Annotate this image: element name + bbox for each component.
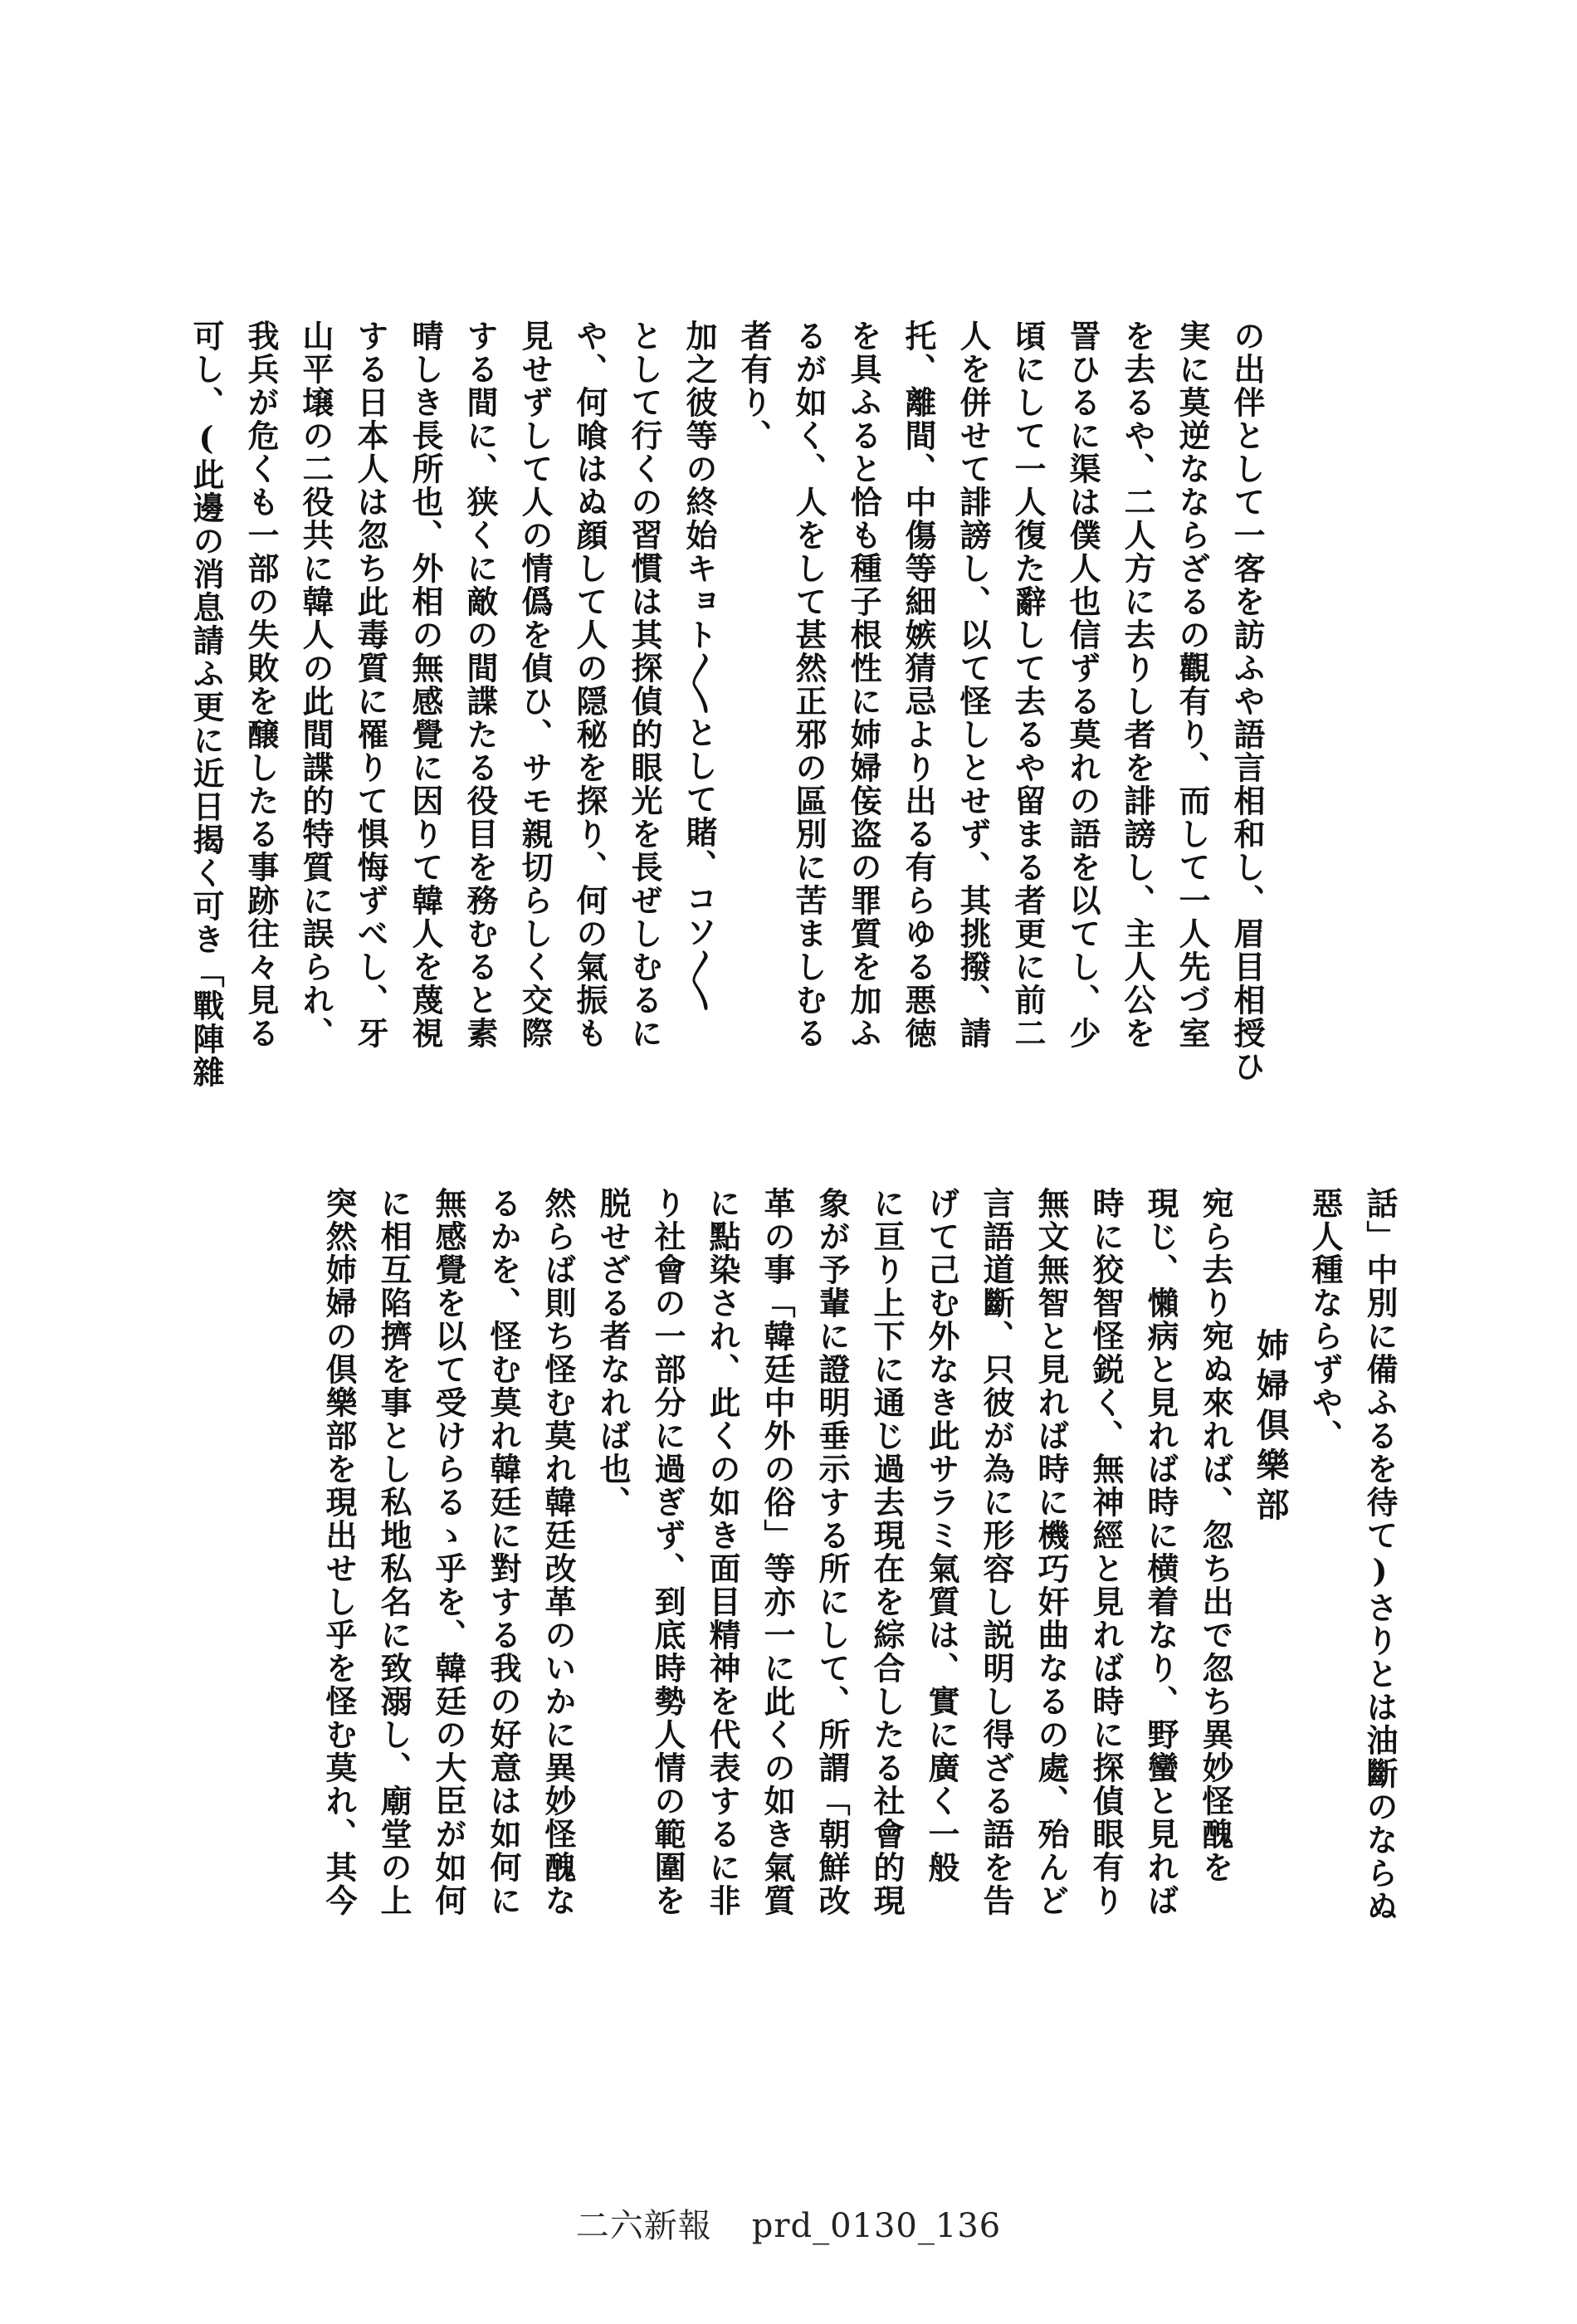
text-column: の出伴として一客を訪ふや語言相和し、眉目相授ひ: [1228, 320, 1266, 1083]
text-column: 無感覺を以て受けらるゝ乎を、韓廷の大臣が如何: [430, 1187, 467, 1917]
page-footer: [0, 2200, 1577, 2247]
text-column: るが如く、人をして甚然正邪の區別に苦ましむる: [790, 320, 828, 1050]
page-code: prd_0130_136: [751, 2207, 1002, 2245]
text-column: 人を併せて誹謗し、以て怪しとせず、其挑撥、請: [954, 320, 992, 1050]
text-column: 言語道斷、只彼が為に形容し説明し得ざる語を告: [978, 1187, 1015, 1917]
text-column: に相互陷擠を事とし私地私名に致溺し、廟堂の上: [375, 1187, 413, 1917]
text-column: する間に、狭くに敵の間諜たる役目を務むると素: [461, 320, 499, 1050]
text-column: 話」中別に備ふるを待て)さりとは油斷のならぬ: [1361, 1187, 1399, 1923]
text-column: るかを、怪む莫れ韓廷に對する我の好意は如何に: [485, 1187, 522, 1917]
text-column: 見せずして人の情僞を偵ひ、サモ親切らしく交際: [516, 320, 554, 1050]
text-column: 革の事「韓廷中外の俗」等亦一に此くの如き氣質: [759, 1187, 796, 1917]
text-column: 実に莫逆なならざるの觀有り、而して一人先づ室: [1174, 320, 1211, 1050]
text-column: 托、離間、中傷等細嫉猜忌より出る有らゆる悪徳: [900, 320, 937, 1050]
text-column: 加之彼等の終始キョト〳〵として賭、コソ〳〵: [681, 320, 718, 1013]
text-column: 突然姉婦の倶樂部を現出せし乎を怪む莫れ、其今: [320, 1187, 358, 1917]
text-column: を具ふると恰も種子根性に姉婦侫盗の罪質を加ふ: [845, 320, 882, 1050]
text-column: 現じ、懶病と見れば時に横着なり、野蠻と見れば: [1142, 1187, 1179, 1917]
text-column: 我兵が危くも一部の失敗を醸したる事跡往々見る: [242, 320, 280, 1050]
text-column: 詈ひるに渠は僕人也信ずる莫れの語を以てし、少: [1064, 320, 1101, 1050]
text-column: 宛ら去り宛ぬ來れば、忽ち出で忽ち異妙怪醜を: [1197, 1187, 1234, 1884]
text-column: や、何喰はぬ顔して人の隠秘を探り、何の氣振も: [571, 320, 608, 1050]
text-column: に點染され、此くの如き面目精神を代表するに非: [704, 1187, 741, 1917]
text-column: 象が予輩に證明垂示する所にして、所謂「朝鮮改: [813, 1187, 851, 1917]
text-column: 惡人種ならずや、: [1306, 1187, 1344, 1452]
text-column: 時に狡智怪鋭く、無神經と見れば時に探偵眼有り: [1087, 1187, 1125, 1917]
text-column: を去るや、二人方に去りし者を誹謗し、主人公を: [1119, 320, 1156, 1050]
text-column: として行くの習慣は其探偵的眼光を長ぜしむるに: [626, 320, 663, 1050]
publication-name: 二六新報: [575, 2207, 712, 2245]
text-column: げて己む外なき此サラミ氣質は、實に廣く一般: [923, 1187, 960, 1884]
text-column: 晴しき長所也、外相の無感覺に因りて韓人を蔑視: [407, 320, 444, 1050]
text-column: 然らば則ち怪む莫れ韓廷改革のいかに異妙怪醜な: [540, 1187, 577, 1917]
text-column: に亘り上下に通じ過去現在を綜合したる社會的現: [868, 1187, 906, 1917]
text-column: 脱せざる者なれば也、: [594, 1187, 632, 1519]
text-column: 無文無智と見れば時に機巧奸曲なるの處、殆んど: [1033, 1187, 1070, 1917]
text-column: り社會の一部分に過ぎず、到底時勢人情の範圍を: [649, 1187, 686, 1917]
text-column: 山平壌の二役共に韓人の此間諜的特質に誤られ、: [297, 320, 334, 1050]
section-heading: 姉婦倶樂部: [1251, 1328, 1290, 1527]
top-text-block: [178, 320, 1274, 1158]
text-column: 者有り、: [735, 320, 773, 452]
bottom-text-block: [311, 1187, 1407, 2058]
text-column: 頃にして一人復た辭して去るや留まる者更に前二: [1009, 320, 1047, 1050]
text-column: 可し、(此邊の消息請ふ更に近日揭く可き「戰陣雜: [188, 320, 225, 1089]
text-column: する日本人は忽ち此毒質に罹りて惧悔ずべし、牙: [352, 320, 389, 1050]
